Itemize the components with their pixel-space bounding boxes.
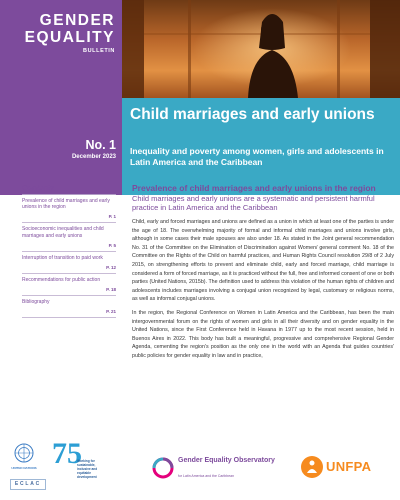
unfpa-wordmark: UNFPA [326, 459, 372, 474]
cover-title: Child marriages and early unions [130, 106, 375, 123]
main-article [132, 183, 394, 366]
toc-item-label: Prevalence of child marriages and early unions in the region [22, 198, 110, 211]
title-band [122, 98, 400, 195]
toc-item-page: P. 1 [108, 214, 116, 220]
toc-item-page: P. 21 [106, 309, 116, 315]
eclac-logo: ECLAC [10, 479, 46, 490]
observatory-title: Gender Equality Observatory [178, 457, 275, 464]
toc-item-label: Socioeconomic inequalities and child marriages and early unions [22, 226, 104, 239]
issue-info [0, 138, 116, 160]
observatory-logo-icon [152, 457, 174, 479]
toc-item-paid-work[interactable] [22, 255, 116, 274]
cover-subtitle: Inequality and poverty among women, girls and adolescents in Latin America and the Caribbean [130, 146, 384, 167]
toc-item-page: P. 12 [106, 265, 116, 271]
toc-item-label: Interruption of transition to paid work [22, 254, 103, 261]
body-paragraph: In the region, the Regional Conference on Women in Latin America and the Caribbean, has been the main intergovernmental forum on the rights of women and girls in all their diversity and on gender equality in the United Nations, since the First Conference held in Havana in 1977 up to the most recent session, held in Buenos Aires in 2022. This body has built a meaningful, progressive and comprehensive Regional Gender Agenda, cementing the region's position as the only one in the world with an Agenda that guides countries' public policies for gender equality in law and in practice, [132, 309, 394, 359]
toc-item-socioeconomic[interactable] [22, 226, 116, 251]
brand-line-gender: GENDER [39, 12, 115, 29]
issue-date: December 2023 [71, 154, 116, 160]
anniversary-tagline: Working for sustainable, inclusive and equitable development [77, 459, 98, 479]
observatory-subtitle: for Latin America and the Caribbean [178, 474, 235, 478]
footer-logos [0, 435, 400, 500]
toc-item-bibliography[interactable] [22, 299, 116, 318]
toc-item-label: Bibliography [22, 299, 50, 306]
issue-number: No. 1 [85, 138, 116, 152]
section-title: Prevalence of child marriages and early unions in the region [132, 183, 376, 193]
anniversary-logo: 75 [52, 437, 82, 470]
contents-heading: Contents [22, 183, 116, 195]
table-of-contents [22, 183, 116, 318]
girl-silhouette-image [122, 0, 400, 98]
bulletin-brand [0, 12, 115, 54]
section-lead: Child marriages and early unions are a systematic and persistent harmful practice in Latin America and the Caribbean [132, 194, 375, 212]
toc-item-prevalence[interactable] [22, 198, 116, 223]
cover-photo [122, 0, 400, 98]
un-label: UNITED NATIONS [11, 466, 37, 470]
un-emblem-icon [14, 443, 34, 463]
toc-item-recommendations[interactable] [22, 277, 116, 296]
toc-item-page: P. 18 [106, 287, 116, 293]
body-paragraph: Child, early and forced marriages and unions are defined as a union in which at least one of the parties is under the age of 18. The overwhelming majority of formal and informal child marriages and unions involve girls, although in some cases their male spouses are also under 18. As stated in the Joint general recommendation No. 31 of the Committee on the Elimination of Discrimination against Women/ general comment No. 18 of the Committee on the Rights of the Child on harmful practices, and Human Rights Council resolution 29/8 of 2 July 2015, on strengthening efforts to prevent and eliminate child, early and forced marriage, child marriage is considered a form of forced marriage, as it is practiced without the full, free and informed consent of one or both parties (United Nations, 2015b). The definition used to address this violation of the human rights of children and adolescents includes marriages involving a conjugal union recognized by legal, customary or religious norms, as well as informal conjugal unions. [132, 219, 394, 303]
unfpa-logo-icon [300, 455, 324, 479]
brand-line-bulletin: BULLETIN [83, 48, 115, 54]
toc-item-label: Recommendations for public action [22, 277, 101, 284]
brand-line-equality: EQUALITY [24, 29, 115, 46]
toc-item-page: P. 5 [108, 242, 116, 248]
